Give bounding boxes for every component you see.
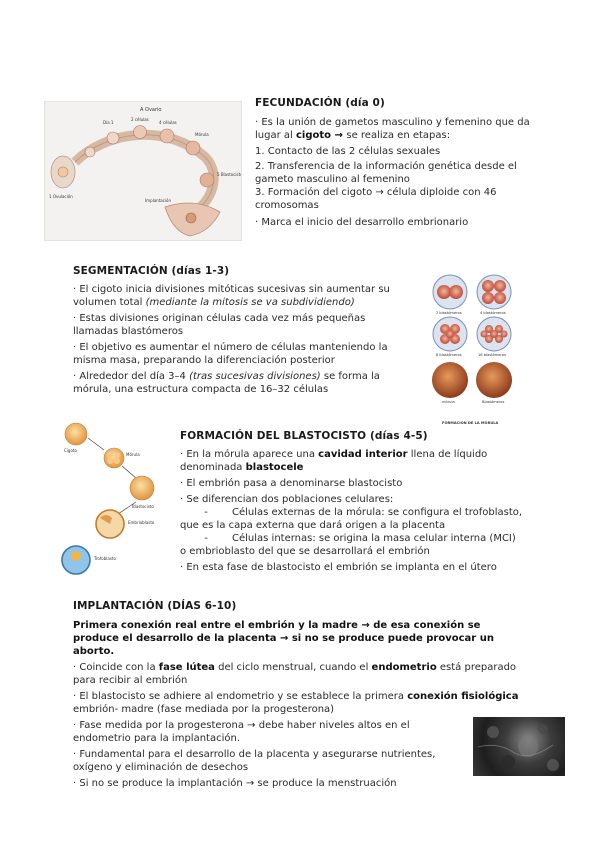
implantacion-p1-e: está preparado para recibir al embrión xyxy=(73,662,517,686)
blastocisto-p1-b: cavidad interior xyxy=(318,449,408,460)
segmentacion-p3: · El objetivo es aumentar el número de células manteniendo la misma masa, preparando la diferenciación posterior xyxy=(73,342,388,366)
fecundacion-p1-a: · Es la unión de gametos masculino y femenino que da lugar al xyxy=(255,117,530,141)
morula-figure xyxy=(428,272,520,428)
implantacion-p1 xyxy=(73,661,528,687)
implantacion-p2 xyxy=(73,690,528,716)
morula-label-3: 16 blastómeros xyxy=(478,353,506,357)
segmentacion-title: SEGMENTACIÓN (días 1-3) xyxy=(73,265,230,277)
fertilization-diagram xyxy=(45,102,241,240)
implantacion-intro: Primera conexión real entre el embrión y la madre → de esa conexión se produce el desarrollo de la placenta → si no se produce puede provocar un aborto. xyxy=(73,620,494,657)
fig-label-1: Día 1 xyxy=(103,120,114,125)
micrograph-texture xyxy=(473,717,565,776)
blasto-label-3: Embrioblasto xyxy=(128,520,155,525)
segmentacion-p1-a: · El cigoto inicia divisiones mitóticas sucesivas sin aumentar su volumen total xyxy=(73,284,390,308)
blastocisto-p1-a: · En la mórula aparece una xyxy=(180,449,319,460)
segmentacion-p4-a: · Alrededor del día 3–4 xyxy=(73,371,190,382)
implantacion-p1-a: · Coincide con la xyxy=(73,662,159,673)
implantation-micrograph xyxy=(473,717,565,776)
segmentacion-p4-c: se forma la mórula, una estructura compacta de 16–32 células xyxy=(73,371,380,395)
blastocyst-diagram xyxy=(60,420,170,582)
blastocisto-p3: · Se diferencian dos poblaciones celulares: xyxy=(180,494,394,505)
list-dash-1: - xyxy=(204,507,208,518)
fecundacion-step-1: 1. Contacto de las 2 células sexuales xyxy=(255,146,441,157)
morula-label-1: 4 blastómeros xyxy=(480,311,506,315)
implantacion-p5: · Si no se produce la implantación → se produce la menstruación xyxy=(73,778,397,789)
segmentacion-p4-b: (tras sucesivas divisiones) xyxy=(189,371,321,382)
morula-label-5: Blastómeros xyxy=(482,400,505,404)
morula-label-0: 2 blastómeros xyxy=(436,311,462,315)
fig-label-4: Mórula xyxy=(195,132,209,137)
implantacion-body xyxy=(73,619,528,790)
fecundacion-step-2: 2. Transferencia de la información genética desde el gameto masculino al femenino xyxy=(255,161,517,185)
blasto-label-4: Trofoblasto xyxy=(94,556,116,561)
blastocisto-title: FORMACIÓN DEL BLASTOCISTO (días 4-5) xyxy=(180,430,428,442)
blastocisto-p1-c: llena de líquido denominada xyxy=(180,449,488,473)
implantacion-p4: · Fundamental para el desarrollo de la placenta y asegurarse nutrientes, oxígeno y eliminación de desechos xyxy=(73,749,436,773)
implantacion-title: IMPLANTACIÓN (DÍAS 6-10) xyxy=(73,600,237,612)
blastocisto-p1 xyxy=(180,448,525,474)
implantacion-p2-b: conexión fisiológica xyxy=(407,691,519,702)
morula-label-4: mórula xyxy=(442,400,455,404)
blasto-label-2: Blastocisto xyxy=(132,504,154,509)
fecundacion-title: FECUNDACIÓN (día 0) xyxy=(255,97,385,109)
morula-caption: FORMACIÓN DE LA MÓRULA xyxy=(442,421,499,425)
fecundacion-p1-b: cigoto → xyxy=(295,130,347,141)
blastocisto-p2: · El embrión pasa a denominarse blastocisto xyxy=(180,478,403,489)
fig-label-3: 4 células xyxy=(159,120,177,125)
segmentacion-p1 xyxy=(73,283,413,309)
fertilization-figure xyxy=(44,101,242,241)
morula-label-2: 8 blastómeros xyxy=(436,353,462,357)
list-dash-2: - xyxy=(204,533,208,544)
segmentacion-p1-b: (mediante la mitosis se va subdividiendo) xyxy=(145,297,355,308)
fecundacion-step-3: 3. Formación del cigoto → célula diploide con 46 cromosomas xyxy=(255,187,497,211)
fig-label-6: 5 Blastocisto xyxy=(217,172,241,177)
segmentacion-p4 xyxy=(73,370,413,396)
fecundacion-body xyxy=(255,116,535,229)
segmentacion-p2: · Estas divisiones originan células cada vez más pequeñas llamadas blastómeros xyxy=(73,313,366,337)
implantacion-p3: · Fase medida por la progesterona → debe haber niveles altos en el endometrio para la implantación. xyxy=(73,720,410,744)
implantacion-p1-b: fase lútea xyxy=(158,662,215,673)
fig-label-7: Implantación xyxy=(145,198,172,203)
blastocisto-list-1 xyxy=(180,506,525,532)
fig-label-2: 2 células xyxy=(131,117,149,122)
blastocisto-body xyxy=(180,448,525,574)
fig-label-0: A Ovario xyxy=(140,107,162,113)
fig-label-5: 1 Ovulación xyxy=(49,194,73,199)
implantacion-p1-d: endometrio xyxy=(371,662,437,673)
blastocisto-list-1-text: Células externas de la mórula: se configura el trofoblasto, que es la capa externa que dará origen a la placenta xyxy=(180,507,523,531)
blastocisto-list-2 xyxy=(180,532,525,558)
implantacion-p2-c: embrión- madre (fase mediada por la progesterona) xyxy=(73,704,335,715)
fecundacion-p1-c: se realiza en etapas: xyxy=(346,130,451,141)
implantacion-p2-a: · El blastocisto se adhiere al endometrio y se establece la primera xyxy=(73,691,408,702)
blastocisto-p1-d: blastocele xyxy=(245,462,304,473)
implantacion-p1-c: del ciclo menstrual, cuando el xyxy=(214,662,372,673)
fecundacion-p1 xyxy=(255,116,535,142)
blastocyst-figure xyxy=(60,420,170,582)
blastocisto-p4: · En esta fase de blastocisto el embrión se implanta en el útero xyxy=(180,562,497,573)
segmentacion-body xyxy=(73,283,413,396)
blastocisto-list-2-text: Células internas: se origina la masa celular interna (MCI) o embrioblasto del que se desarrollará el embrión xyxy=(180,533,516,557)
fecundacion-p2: · Marca el inicio del desarrollo embrionario xyxy=(255,217,469,228)
morula-diagram xyxy=(428,272,520,428)
blasto-label-0: Cigoto xyxy=(64,448,77,453)
blasto-label-1: Mórula xyxy=(126,452,140,457)
